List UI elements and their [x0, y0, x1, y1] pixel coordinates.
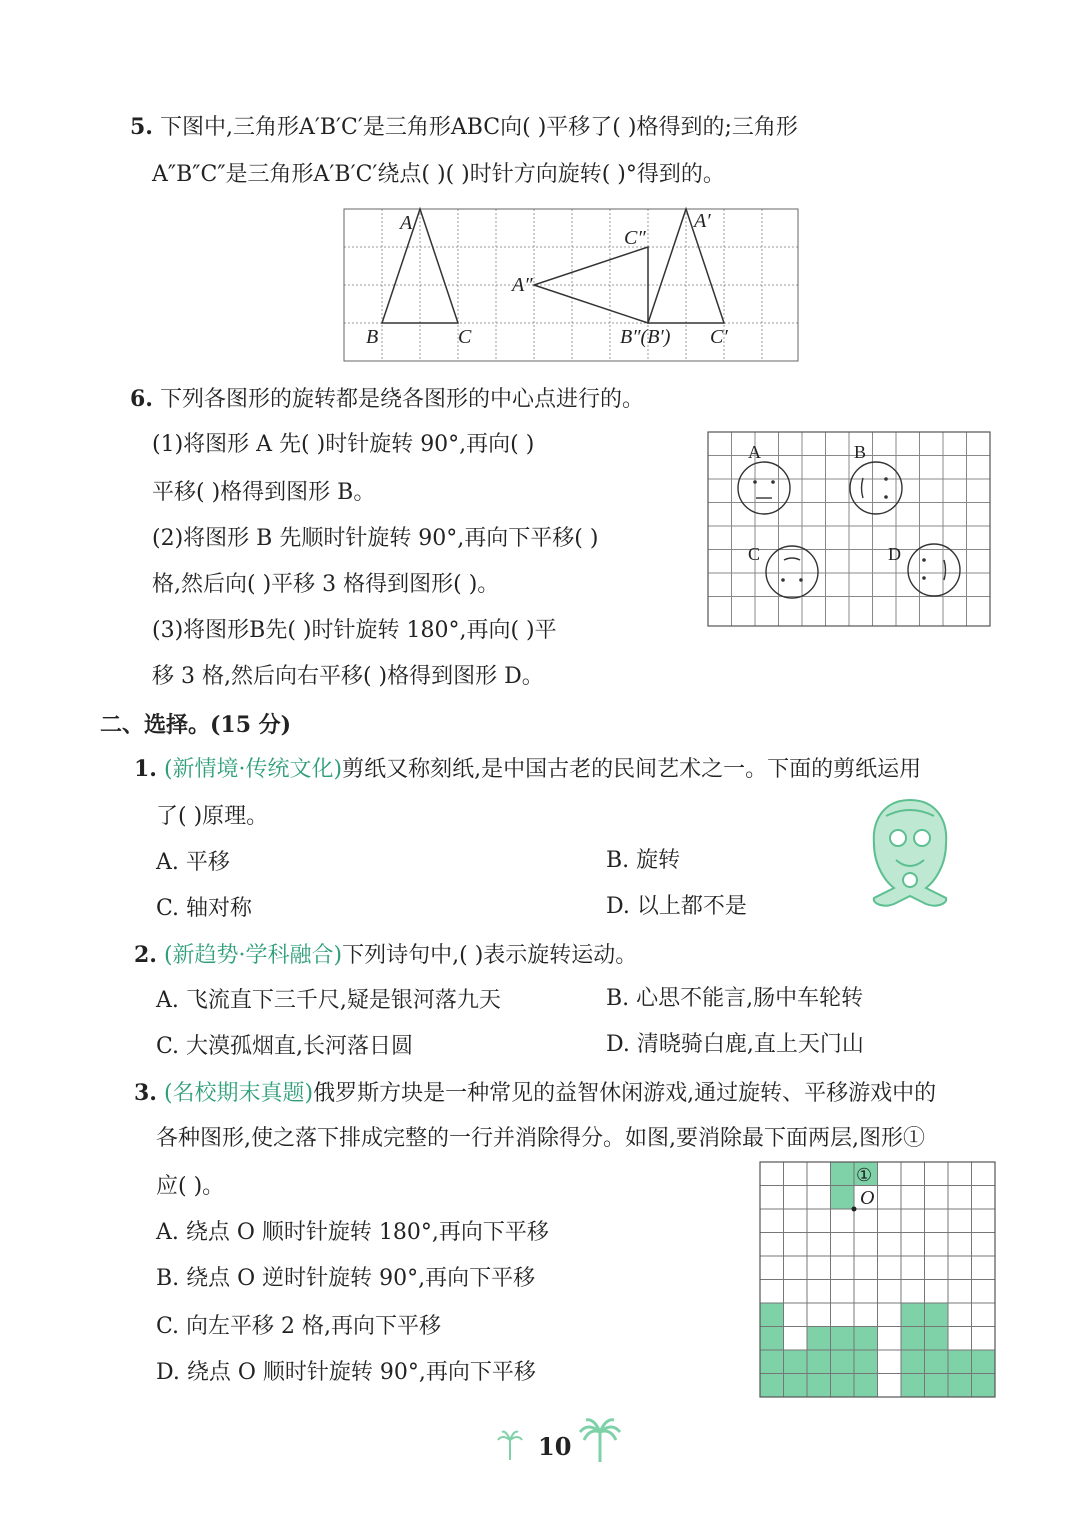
point-o-label: O	[860, 1187, 875, 1209]
c3-option-d[interactable]: D. 绕点 O 顺时针旋转 90°,再向下平移	[156, 1360, 536, 1385]
q6-l1: (1)将图形 A 先( )时针旋转 90°,再向( )	[152, 432, 535, 457]
smiley-d	[908, 544, 960, 596]
q6-l5: (3)将图形B先( )时针旋转 180°,再向( )平	[152, 618, 557, 643]
c1-tag: (新情境·传统文化)	[163, 757, 343, 782]
tetris-cell	[807, 1327, 831, 1351]
q6-intro	[130, 384, 644, 415]
shape-a-label: A	[748, 442, 761, 462]
c2-number: 2.	[134, 942, 157, 968]
tetris-cell	[854, 1374, 878, 1398]
c2-option-d[interactable]: D. 清晓骑白鹿,直上天门山	[606, 1032, 864, 1057]
c1-line1	[134, 754, 921, 785]
c3-text: 俄罗斯方块是一种常见的益智休闲游戏,通过旋转、平移游戏中的	[313, 1081, 937, 1106]
tetris-cell	[972, 1350, 996, 1374]
q6-grid-figure	[708, 432, 992, 628]
c3-number: 3.	[134, 1080, 157, 1106]
label-a: A	[400, 212, 413, 234]
tetris-cell	[948, 1374, 972, 1398]
footer-palm-left-icon	[496, 1428, 524, 1462]
label-b2: B″(B′)	[620, 326, 671, 348]
tetris-cell	[972, 1374, 996, 1398]
q5-grid-figure	[344, 209, 800, 363]
tetris-cell	[854, 1327, 878, 1351]
q5-line2: A″B″C″是三角形A′B′C′绕点( )( )时针方向旋转( )°得到的。	[152, 162, 725, 187]
tetris-cell	[925, 1303, 949, 1327]
q5-line1	[130, 112, 798, 143]
page-number: 10	[538, 1432, 572, 1461]
c3-text2: 各种图形,使之落下排成完整的一行并消除得分。如图,要消除最下面两层,图形①	[156, 1126, 925, 1151]
c3-tag: (名校期末真题)	[163, 1081, 314, 1106]
tetris-cell	[831, 1186, 855, 1210]
c2-tag: (新趋势·学科融合)	[163, 943, 343, 968]
label-c2: C″	[624, 227, 646, 249]
tetris-grid-figure	[760, 1162, 998, 1400]
papercut-image	[866, 796, 954, 912]
shape-b-label: B	[854, 442, 867, 462]
q6-intro-text: 下列各图形的旋转都是绕各图形的中心点进行的。	[159, 387, 644, 412]
label-c1: C′	[710, 326, 728, 348]
shape-d-label: D	[888, 544, 901, 564]
tetris-cell	[831, 1374, 855, 1398]
tetris-cell	[948, 1350, 972, 1374]
section-2-title: 二、选择。(15 分)	[100, 712, 292, 738]
c2-option-b[interactable]: B. 心思不能言,肠中车轮转	[606, 986, 864, 1011]
tetris-cell	[901, 1374, 925, 1398]
piece-mark: ①	[856, 1165, 873, 1185]
tetris-cell	[760, 1303, 784, 1327]
label-a1: A′	[694, 210, 711, 232]
tetris-cell	[831, 1350, 855, 1374]
c2-line1	[134, 940, 637, 971]
c1-option-c[interactable]: C. 轴对称	[156, 896, 253, 921]
tetris-cell	[807, 1374, 831, 1398]
c2-option-a[interactable]: A. 飞流直下三千尺,疑是银河落九天	[156, 988, 501, 1013]
c1-option-d[interactable]: D. 以上都不是	[606, 894, 747, 919]
smiley-b	[850, 462, 902, 514]
q5-text-1: 下图中,三角形A′B′C′是三角形ABC向( )平移了( )格得到的;三角形	[159, 115, 798, 140]
tetris-cell	[760, 1374, 784, 1398]
tetris-cell	[925, 1327, 949, 1351]
tetris-cell	[784, 1350, 808, 1374]
tetris-cell	[784, 1374, 808, 1398]
c2-option-c[interactable]: C. 大漠孤烟直,长河落日圆	[156, 1034, 414, 1059]
tetris-cell	[760, 1350, 784, 1374]
c1-option-a[interactable]: A. 平移	[156, 850, 230, 875]
tetris-cell	[901, 1350, 925, 1374]
c3-option-c[interactable]: C. 向左平移 2 格,再向下平移	[156, 1314, 442, 1339]
c3-option-a[interactable]: A. 绕点 O 顺时针旋转 180°,再向下平移	[156, 1220, 549, 1245]
tetris-cell	[901, 1327, 925, 1351]
q6-l4: 格,然后向( )平移 3 格得到图形( )。	[152, 572, 500, 597]
footer-palm-right-icon	[578, 1416, 622, 1464]
tetris-cell	[831, 1162, 855, 1186]
tetris-cell	[854, 1350, 878, 1374]
tetris-cell	[925, 1374, 949, 1398]
q6-l2: 平移( )格得到图形 B。	[152, 480, 376, 505]
smiley-c	[766, 546, 818, 598]
q6-number: 6.	[130, 386, 153, 412]
c3-option-b[interactable]: B. 绕点 O 逆时针旋转 90°,再向下平移	[156, 1266, 536, 1291]
tetris-cell	[925, 1350, 949, 1374]
tetris-cell	[831, 1327, 855, 1351]
tetris-cell	[760, 1327, 784, 1351]
c1-option-b[interactable]: B. 旋转	[606, 848, 681, 873]
point-o	[852, 1207, 857, 1212]
smiley-a	[738, 462, 790, 514]
q6-l3: (2)将图形 B 先顺时针旋转 90°,再向下平移( )	[152, 526, 599, 551]
c1-number: 1.	[134, 756, 157, 782]
label-b: B	[366, 326, 379, 348]
triangle-a2b2c2	[534, 247, 648, 323]
c2-text: 下列诗句中,( )表示旋转运动。	[342, 943, 638, 968]
tetris-cell	[807, 1350, 831, 1374]
tetris-cell	[901, 1303, 925, 1327]
c1-text2: 了( )原理。	[156, 804, 269, 829]
shape-c-label: C	[748, 544, 761, 564]
c3-line1	[134, 1078, 936, 1109]
q6-l6: 移 3 格,然后向右平移( )格得到图形 D。	[152, 664, 544, 689]
label-c: C	[458, 326, 472, 348]
c1-text: 剪纸又称刻纸,是中国古老的民间艺术之一。下面的剪纸运用	[342, 757, 922, 782]
c3-text3: 应( )。	[156, 1174, 225, 1199]
label-a2: A″	[512, 274, 533, 296]
q5-number: 5.	[130, 114, 153, 140]
